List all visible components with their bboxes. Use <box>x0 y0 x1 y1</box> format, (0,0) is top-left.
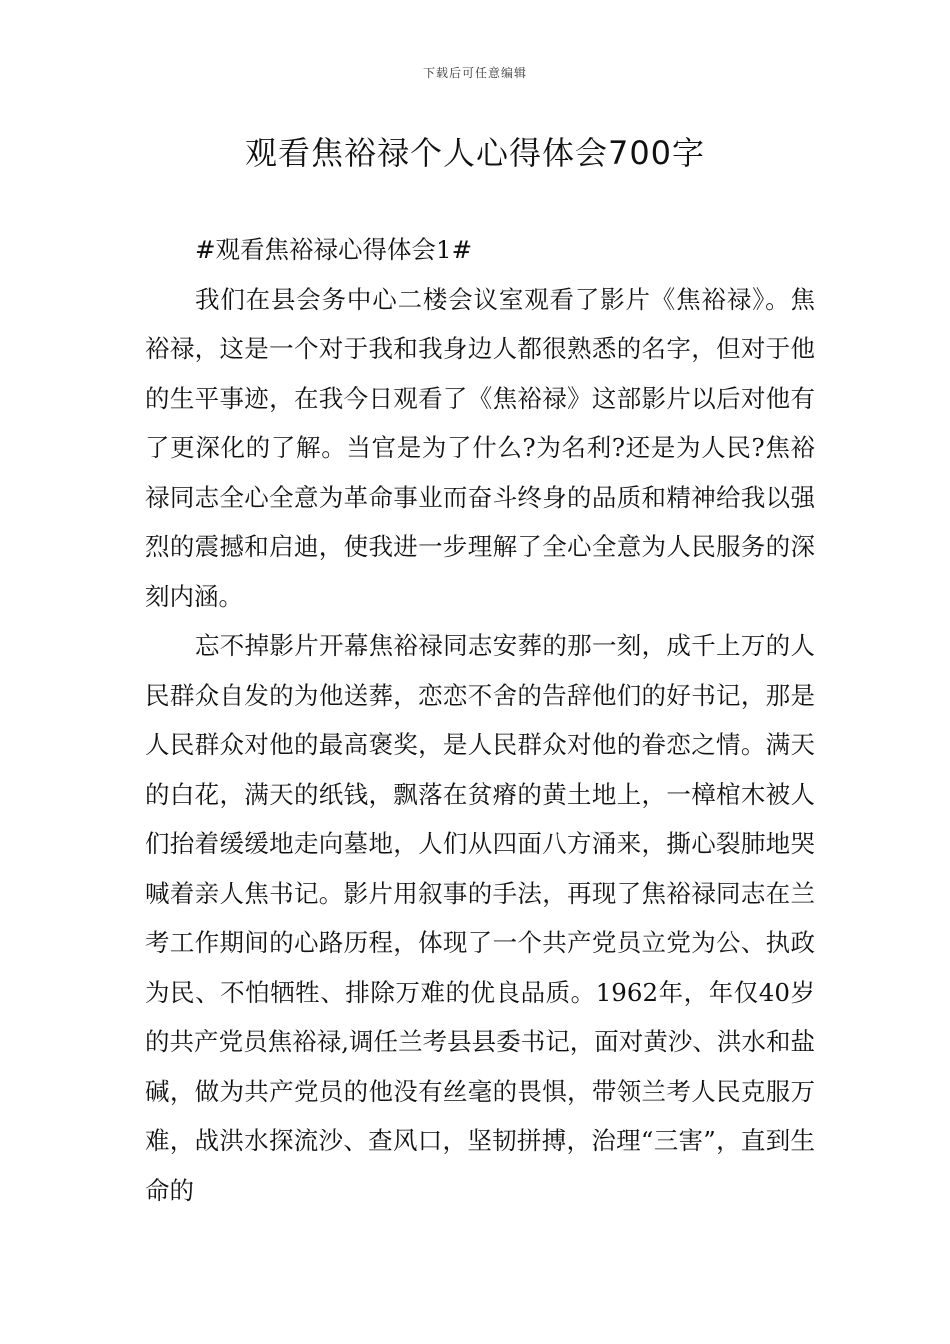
document-body <box>145 225 815 1215</box>
header-note: 下载后可任意编辑 <box>422 66 527 80</box>
document-title: 观看焦裕禄个人心得体会700字 <box>244 134 706 172</box>
paragraph-2: 忘不掉影片开幕焦裕禄同志安葬的那一刻，成千上万的人民群众自发的为他送葬，恋恋不舍的告辞他们的好书记，那是人民群众对他的最高褒奖，是人民群众对他的眷恋之情。满天的白花，满天的纸钱，飘落在贫瘠的黄土地上，一樟棺木被人们抬着缓缓地走向墓地，人们从四面八方涌来，撕心裂肺地哭喊着亲人焦书记。影片用叙事的手法，再现了焦裕禄同志在兰考工作期间的心路历程，体现了一个共产党员立党为公、执政为民、不怕牺牲、排除万难的优良品质。1962年，年仅40岁的共产党员焦裕禄,调任兰考县县委书记，面对黄沙、洪水和盐碱，做为共产党员的他没有丝毫的畏惧，带领兰考人民克服万难，战洪水探流沙、查风口，坚韧拼搏，治理“三害”，直到生命的 <box>145 631 815 1205</box>
paragraph-1: 我们在县会务中心二楼会议室观看了影片《焦裕禄》。焦裕禄，这是一个对于我和我身边人都很熟悉的名字，但对于他的生平事迹，在我今日观看了《焦裕禄》这部影片以后对他有了更深化的了解。当官是为了什么?为名利?还是为人民?焦裕禄同志全心全意为革命事业而奋斗终身的品质和精神给我以强烈的震撼和启迪，使我进一步理解了全心全意为人民服务的深刻内涵。 <box>145 284 815 611</box>
section-heading: #观看焦裕禄心得体会1# <box>195 235 473 264</box>
